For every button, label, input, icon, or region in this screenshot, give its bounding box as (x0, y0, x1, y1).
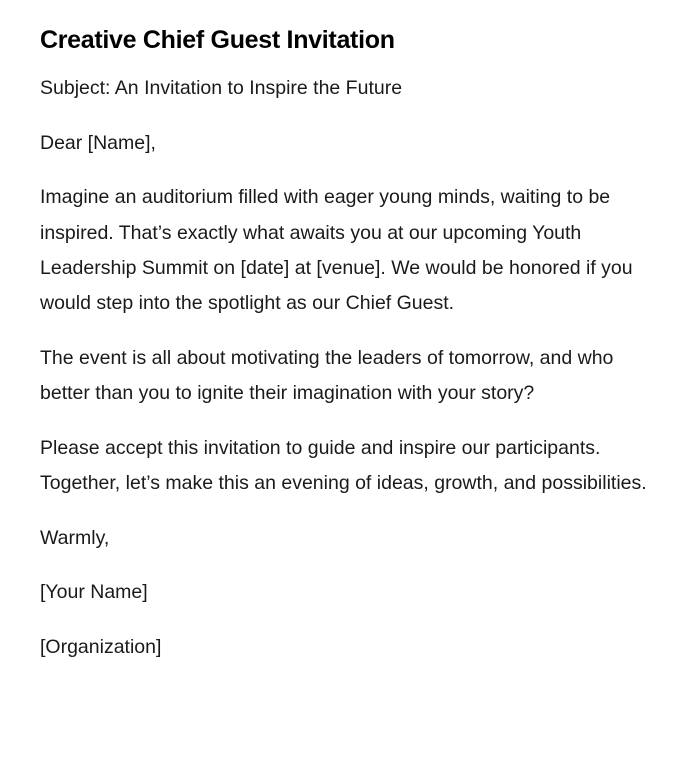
body-paragraph-1: Imagine an auditorium filled with eager young minds, waiting to be inspired. That’s exactly what awaits you at our upcoming Youth Leadership Summit on [date] at [venue]. We would be honored if you would step into the spotlight as our Chief Guest. (40, 186, 633, 315)
body-paragraph-2: The event is all about motivating the leaders of tomorrow, and who better than you to ignite their imagination with your story? (40, 346, 614, 404)
greeting: Dear [Name], (40, 131, 156, 154)
signature-organization: [Organization] (40, 635, 162, 658)
signature-name: [Your Name] (40, 581, 148, 604)
body-paragraph-3: Please accept this invitation to guide and inspire our participants. Together, let’s make this an evening of ideas, growth, and possibilities. (40, 436, 647, 494)
document-title: Creative Chief Guest Invitation (40, 26, 395, 54)
closing: Warmly, (40, 526, 110, 549)
subject-line: Subject: An Invitation to Inspire the Future (40, 77, 403, 99)
letter-document (40, 22, 650, 685)
